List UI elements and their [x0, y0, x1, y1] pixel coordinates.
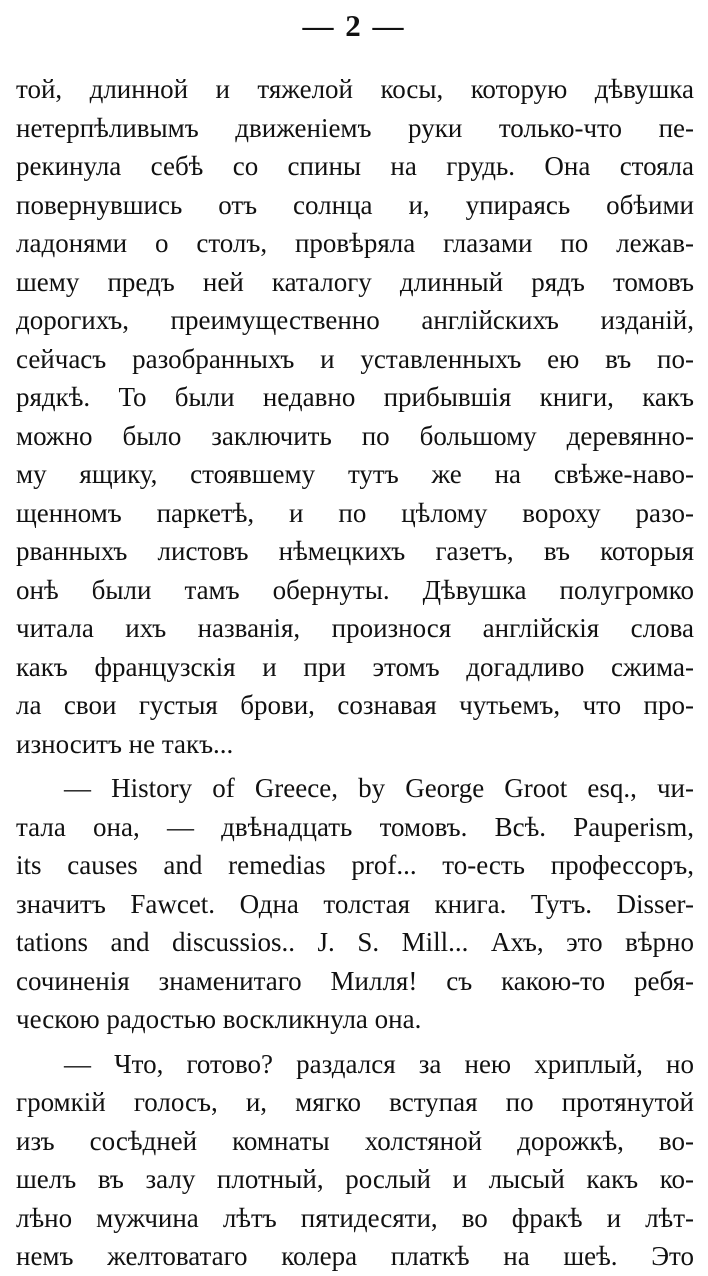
paragraph	[16, 70, 694, 763]
body-text	[16, 70, 694, 1276]
text-line: tations and discussios.. J. S. Mill... Ахъ, это вѣрно	[16, 927, 694, 957]
text-line: шему предъ ней каталогу длинный рядъ томовъ	[16, 266, 694, 297]
text-line: ладонями о столъ, провѣряла глазами по лежав-	[16, 228, 694, 258]
text-line: сейчасъ разобранныхъ и уставленныхъ ею въ по-	[16, 343, 694, 374]
text-line: громкій голосъ, и, мягко вступая по протянутой	[16, 1087, 694, 1117]
text-line: онѣ были тамъ обернуты. Дѣвушка полугромко	[16, 574, 694, 605]
text-line: износитъ не такъ...	[16, 728, 234, 759]
text-line: изъ сосѣдней комнаты холстяной дорожкѣ, во-	[16, 1125, 694, 1156]
text-line: лѣно мужчина лѣтъ пятидесяти, во фракѣ и лѣт-	[16, 1202, 694, 1233]
text-line: рядкѣ. То были недавно прибывшія книги, какъ	[16, 382, 694, 412]
text-line: немъ желтоватаго колера платкѣ на шеѣ. Это	[16, 1241, 694, 1271]
text-line: сочиненія знаменитаго Милля! съ какою-то ребя-	[16, 965, 694, 996]
text-line: какъ французскія и при этомъ догадливо сжима-	[16, 651, 694, 682]
text-line: можно было заключить по большому деревянно-	[16, 420, 694, 451]
text-line: ческою радостью воскликнула она.	[16, 1004, 422, 1034]
text-line: читала ихъ названія, произнося англійскія слова	[16, 613, 694, 643]
text-line: — Что, готово? раздался за нею хриплый, но	[64, 1048, 694, 1079]
paragraph	[16, 1045, 694, 1276]
text-line: нетерпѣливымъ движеніемъ руки только-что пе-	[16, 112, 694, 143]
text-line: ла свои густыя брови, сознавая чутьемъ, что про-	[16, 690, 694, 720]
text-line: дорогихъ, преимущественно англійскихъ изданій,	[16, 305, 694, 335]
text-line: — History of Greece, by George Groot esq., чи-	[64, 773, 694, 803]
text-line: тала она, — двѣнадцать томовъ. Всѣ. Pauperism,	[16, 811, 694, 842]
text-line: шелъ въ залу плотный, рослый и лысый какъ ко-	[16, 1164, 694, 1194]
page-number: — 2 —	[302, 8, 406, 43]
text-line: значитъ Fawcet. Одна толстая книга. Тутъ. Disser-	[16, 888, 694, 919]
text-line: му ящику, стоявшему тутъ же на свѣже-наво-	[16, 459, 694, 489]
paragraph	[16, 769, 694, 1039]
text-line: той, длинной и тяжелой косы, которую дѣвушка	[16, 74, 694, 104]
text-line: рванныхъ листовъ нѣмецкихъ газетъ, въ которыя	[16, 536, 694, 566]
text-line: its causes and remedias prof... то-есть профессоръ,	[16, 850, 694, 880]
text-line: щенномъ паркетѣ, и по цѣлому вороху разо-	[16, 497, 694, 528]
text-line: рекинула себѣ со спины на грудь. Она стояла	[16, 151, 694, 181]
text-line: повернувшись отъ солнца и, упираясь обѣими	[16, 189, 694, 220]
